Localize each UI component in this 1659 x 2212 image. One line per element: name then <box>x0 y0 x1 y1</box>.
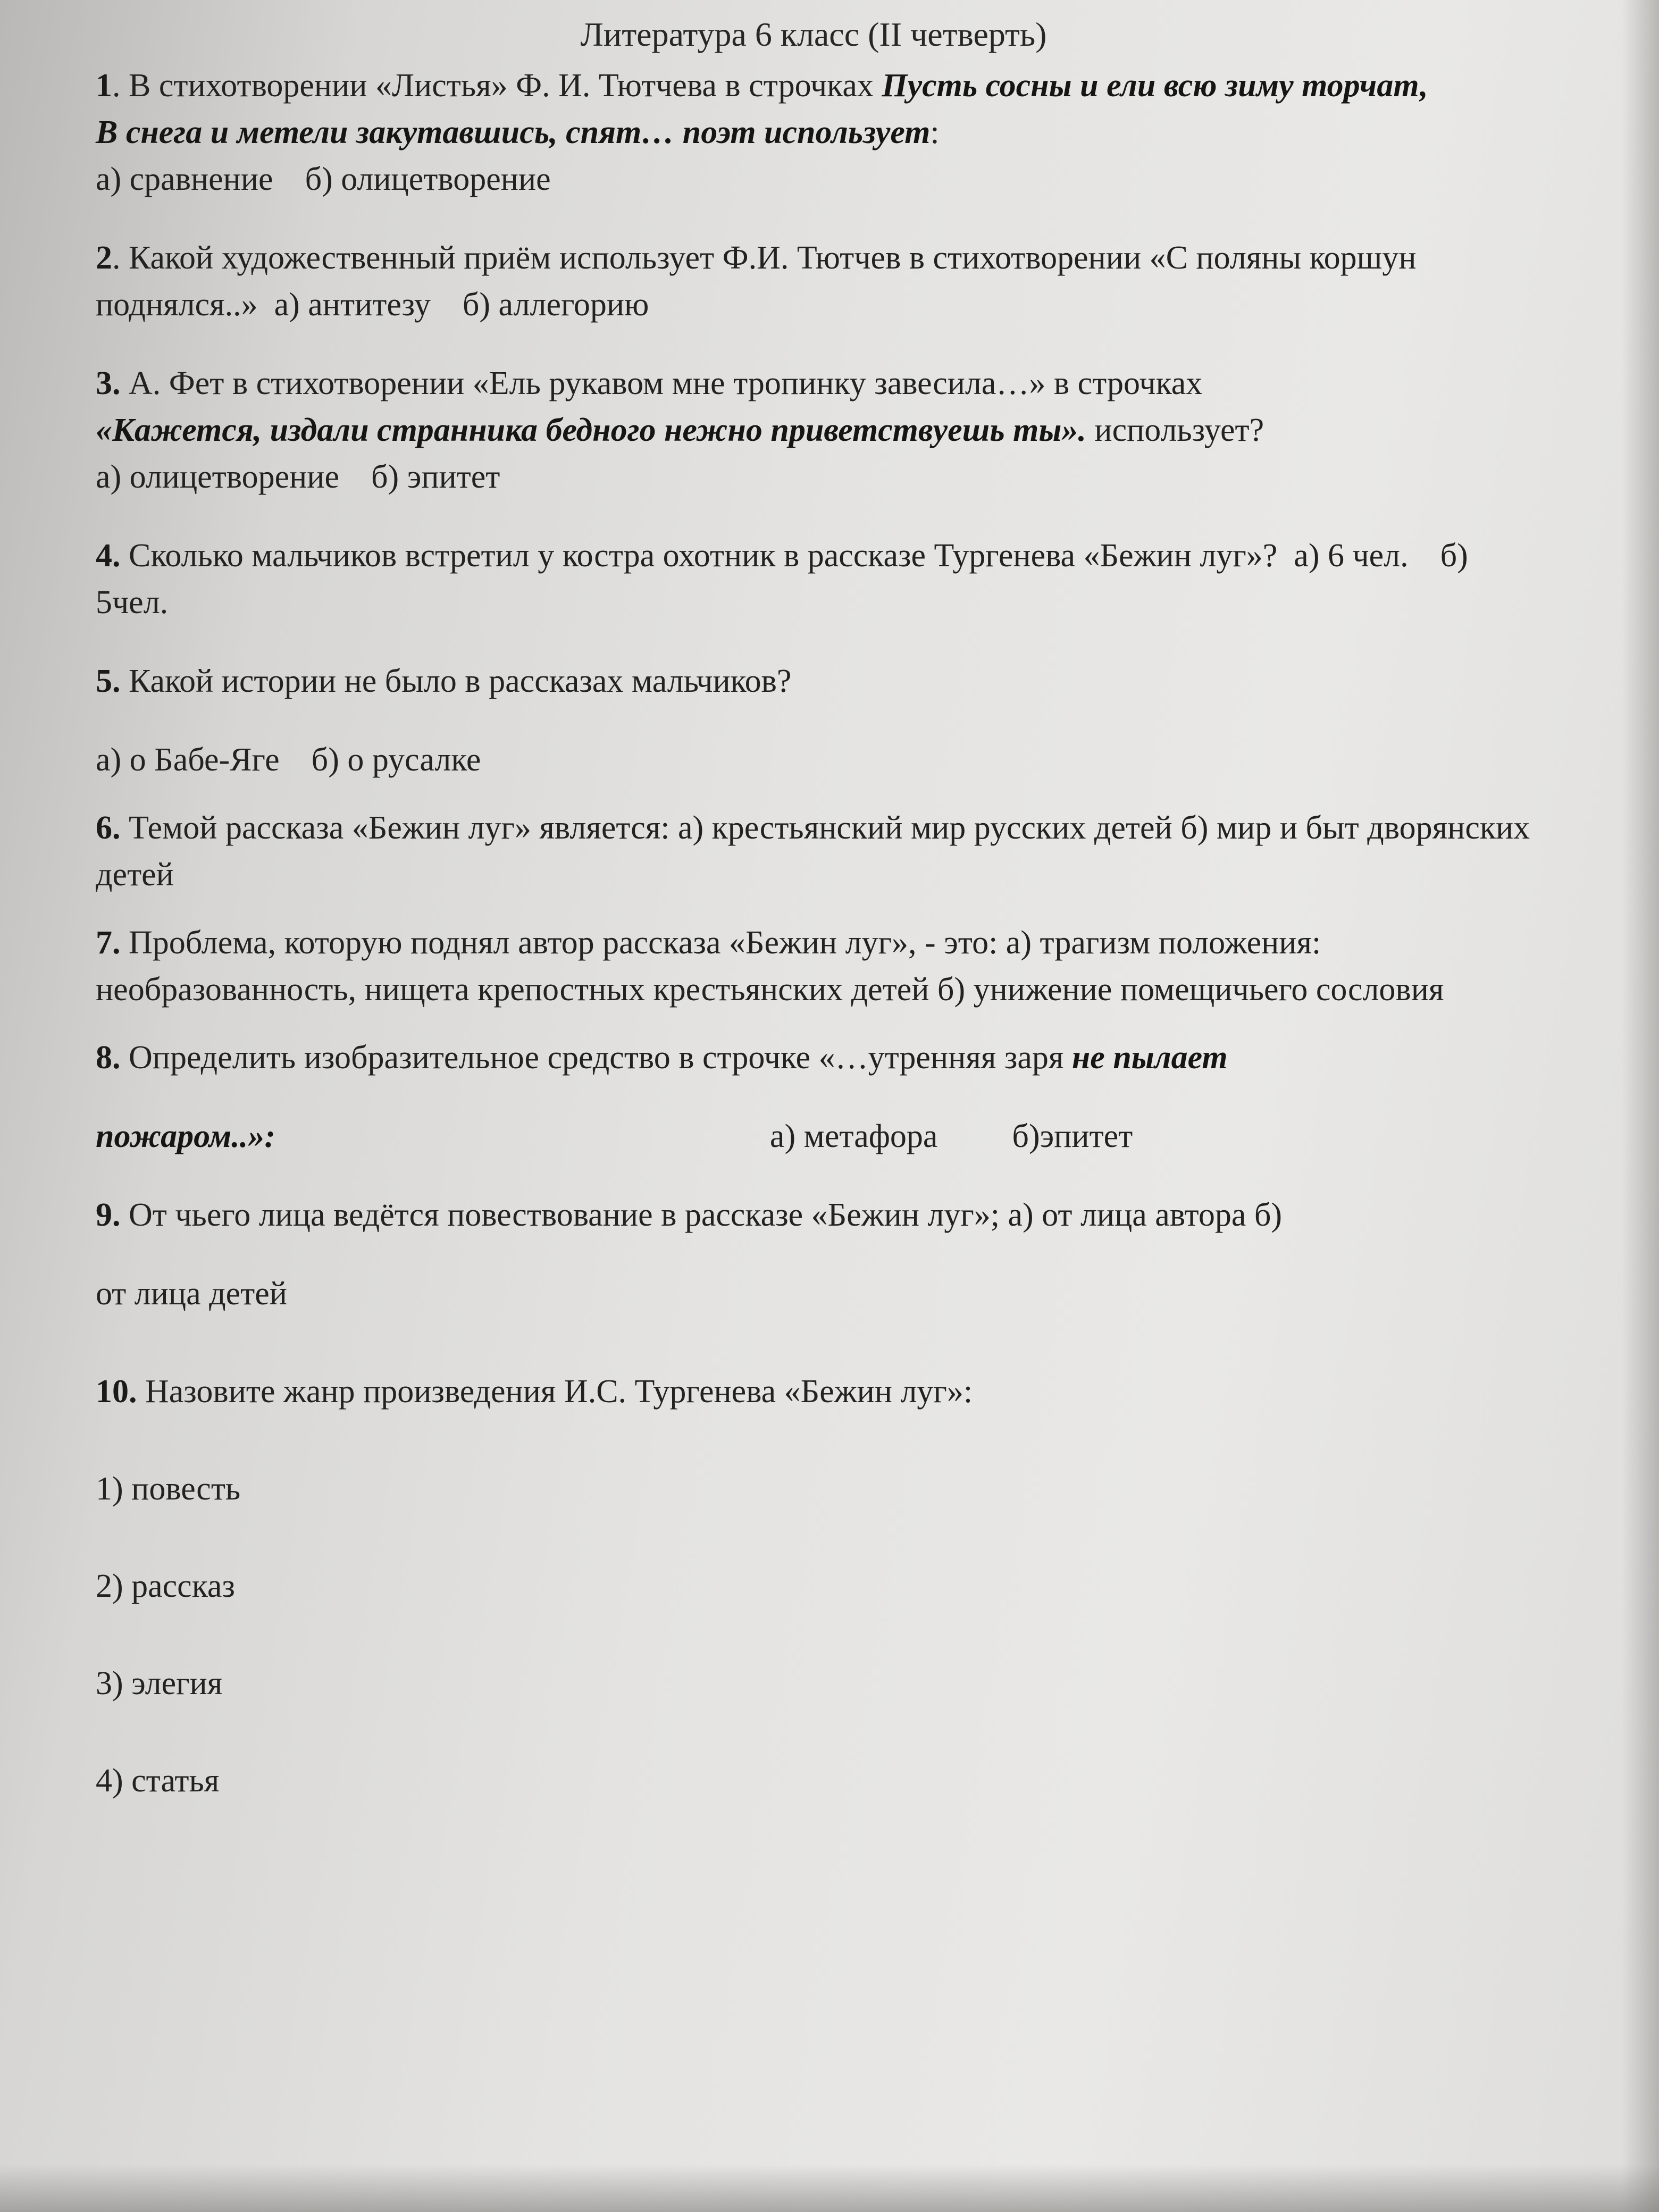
question-number: 7. <box>96 925 121 961</box>
question-number: 10. <box>96 1373 137 1410</box>
question-number: 8. <box>96 1040 121 1076</box>
option-a: а) антитезу <box>274 287 431 323</box>
question-10 <box>96 1368 1531 1415</box>
option-b: б) аллегорию <box>462 287 649 323</box>
question-5 <box>96 658 1531 705</box>
genre-option-1: 1) повесть <box>96 1470 241 1507</box>
question-3 <box>96 360 1531 454</box>
genre-option-4: 4) статья <box>96 1762 220 1799</box>
genre-option-2: 2) рассказ <box>96 1568 235 1604</box>
genre-option-3: 3) элегия <box>96 1665 223 1702</box>
question-text: Сколько мальчиков встретил у костра охотник в рассказе Тургенева «Бежин луг»? <box>120 538 1278 574</box>
option-a: а) метафора <box>769 1118 938 1155</box>
option-a: а) сравнение <box>96 161 273 197</box>
question-tail: использует? <box>1086 412 1264 449</box>
option-b: б) 5чел. <box>96 538 1468 621</box>
question-2 <box>96 234 1531 328</box>
quote-part-1: не пылает <box>1071 1040 1228 1076</box>
quote-line-2: В снега и метели закутавшись, спят… поэт использует <box>96 114 931 150</box>
question-number: 4. <box>96 538 121 574</box>
question-8-options <box>96 1113 1531 1160</box>
question-4 <box>96 532 1531 626</box>
worksheet-content <box>96 11 1531 1804</box>
option-a: а) олицетворение <box>96 459 340 496</box>
question-text: А. Фет в стихотворении «Ель рукавом мне тропинку завесила…» в строчках <box>120 365 1203 402</box>
question-5-options <box>96 736 1531 783</box>
question-text: . В стихотворении «Листья» Ф. И. Тютчева в строчках <box>112 67 882 104</box>
option-b: б)эпитет <box>1012 1118 1133 1155</box>
question-tail: : <box>930 114 940 150</box>
question-text: Какой истории не было в рассказах мальчиков? <box>120 663 792 700</box>
option-a: а) 6 чел. <box>1294 538 1409 574</box>
quote-line-1: Пусть сосны и ели всю зиму торчат, <box>882 67 1428 104</box>
question-6 <box>96 805 1531 898</box>
question-1 <box>96 62 1531 156</box>
question-number: 5. <box>96 663 121 700</box>
page-title: Литература 6 класс (II четверть) <box>580 15 1047 53</box>
question-1-options <box>96 156 1531 203</box>
option-b: б) олицетворение <box>305 161 551 197</box>
question-text: Определить изобразительное средство в строчке «…утренняя заря <box>120 1040 1072 1076</box>
question-9-continuation: от лица детей <box>96 1276 287 1312</box>
quote-part-2: пожаром..»: <box>96 1118 275 1155</box>
question-number: 6. <box>96 810 121 847</box>
question-number: 9. <box>96 1197 121 1234</box>
question-text: От чьего лица ведётся повествование в рассказе «Бежин луг»; а) от лица автора б) <box>120 1197 1283 1234</box>
question-text: Темой рассказа «Бежин луг» является: а) крестьянский мир русских детей б) мир и быт дворянских детей <box>96 810 1530 893</box>
question-3-options <box>96 454 1531 500</box>
paper-bottom-shadow <box>0 2164 1659 2212</box>
question-9 <box>96 1192 1531 1238</box>
question-text: . Какой художественный приём использует Ф.И. Тютчев в стихотворении «С поляны коршун поднялся..» <box>96 239 1417 323</box>
question-text: Назовите жанр произведения И.С. Тургенева «Бежин луг»: <box>137 1373 973 1410</box>
question-7 <box>96 919 1531 1013</box>
quote-line: «Кажется, издали странника бедного нежно приветствуешь ты». <box>96 412 1086 449</box>
option-b: б) о русалке <box>311 742 481 778</box>
question-text: Проблема, которую поднял автор рассказа «Бежин луг», - это: а) трагизм положения: необразованность, нищета крепостных крестьянских детей б) унижение помещичьего сословия <box>96 925 1444 1008</box>
question-number: 1 <box>96 67 112 104</box>
paper-right-shadow <box>1622 0 1659 2212</box>
question-number: 3. <box>96 365 121 402</box>
option-b: б) эпитет <box>371 459 500 496</box>
question-number: 2 <box>96 239 112 276</box>
question-8 <box>96 1034 1531 1081</box>
option-a: а) о Бабе-Яге <box>96 742 280 778</box>
